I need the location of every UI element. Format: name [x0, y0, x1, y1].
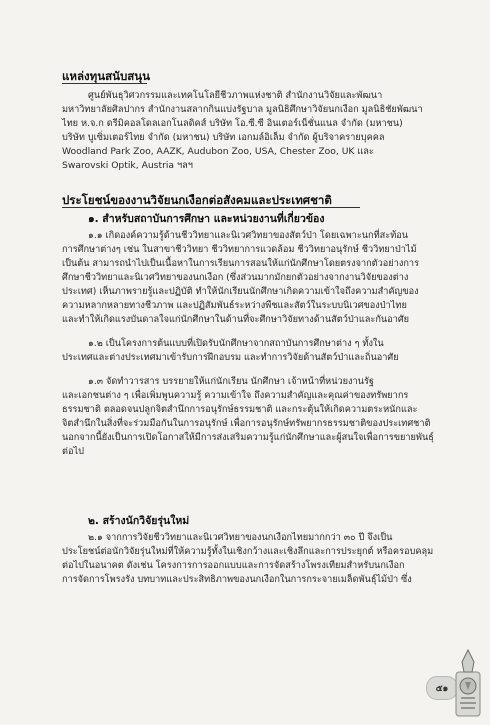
emblem-icon: [452, 648, 484, 718]
paragraph-line: ต่อไปในอนาคต ดังเช่น โครงการการออกแบบและการจัดสร้างโพรงเทียมสำหรับนกเงือก: [62, 560, 405, 571]
paragraph-line: ประเทศ) เห็นภาพรายรู้และปฏิบัติ ทำให้นักเรียนนักศึกษาเกิดความเข้าใจถึงความสำคัญของ: [62, 286, 419, 297]
paragraph-line: การจัดการโพรงรัง บทบาทและประสิทธิภาพของนกเงือกในการกระจายเมล็ดพันธุ์ไม้ป่า ซึ่ง: [62, 574, 412, 585]
paragraph-line: ความหลากหลายทางชีวภาพ และปฏิสัมพันธ์ระหว่างพืชและสัตว์ในระบบนิเวศของป่าไทย: [62, 300, 407, 311]
paragraph-line: ประโยชน์ต่อนักวิจัยรุ่นใหม่ที่ให้ความรู้ทั้งในเชิงกว้างและเชิงลึกและการประยุกต์ หรือครอบคลุม: [62, 546, 434, 557]
heading-underline: [62, 207, 360, 208]
paragraph-line: ต่อไป: [62, 446, 84, 457]
paragraph-line: ธรรมชาติ ตลอดจนปลูกจิตสำนึกการอนุรักษ์ธรรมชาติ และกระตุ้นให้เกิดความตระหนักและ: [62, 404, 418, 415]
paragraph-line: และทำให้เกิดแรงบันดาลใจแก่นักศึกษาในด้านที่จะศึกษาวิจัยทางด้านสัตว์ป่าและกันอาศัย: [62, 314, 410, 325]
paragraph-line: ๑.๒ เป็นโครงการต้นแบบที่เปิดรับนักศึกษาจากสถาบันการศึกษาต่าง ๆ ทั้งใน: [88, 338, 384, 349]
paragraph-line: นอกจากนี้ยังเป็นการเปิดโอกาสให้มีการส่งเสริมความรู้แก่นักศึกษาและผู้สนใจเพื่อการขยายพันธุ์: [62, 432, 434, 443]
subheading-new-researchers: ๒. สร้างนักวิจัยรุ่นใหม่: [88, 515, 190, 527]
funding-line: บริษัท บูเซิ่มเตอร์ไทย จำกัด (มหาชน) บริษัท เอกมล์อิเล็ม จำกัด ผู้บริจาครายบุคคล: [62, 132, 385, 143]
funding-line: มหาวิทยาลัยศิลปากร สำนักงานสลากกินแบ่งรัฐบาล มูลนิธิศึกษาวิจัยนกเงือก มูลนิธิชัยพัฒนา: [62, 104, 423, 115]
paragraph-line: ๑.๑ เกิดองค์ความรู้ด้านชีววิทยาและนิเวศวิทยาของสัตว์ป่า โดยเฉพาะนกที่สะท้อน: [88, 230, 409, 241]
paragraph-line: ๑.๓ จัดทำวารสาร บรรยายให้แก่นักเรียน นักศึกษา เจ้าหน้าที่หน่วยงานรัฐ: [88, 376, 374, 387]
paragraph-line: ๒.๑ จากการวิจัยชีววิทยาและนิเวศวิทยาของนกเงือกไทยมากกว่า ๓๐ ปี จึงเป็น: [88, 532, 393, 543]
subheading-institutions: ๑. สำหรับสถาบันการศึกษา และหน่วยงานที่เกี่ยวข้อง: [88, 213, 325, 225]
paragraph-line: และเอกชนต่าง ๆ เพื่อเพิ่มพูนความรู้ ความเข้าใจ ถึงความสำคัญและคุณค่าของทรัพยากร: [62, 390, 409, 401]
funding-line: ไทย ห.จ.ก ดรีมิคอลโดลเอกโนลดิคส์ บริษัท โอ.ซี.ซี อินเตอร์เน็ชั่นแนล จำกัด (มหาชน): [62, 118, 403, 129]
paragraph-line: การศึกษาต่างๆ เช่น ในสาขาชีววิทยา ชีววิทยาการแวดล้อม ชีววิทยาอนุรักษ์ ชีววิทยาป่าไม้: [62, 244, 417, 255]
paragraph-line: เป็นต้น สามารถนำไปเป็นเนื้อหาในการเรียนการสอนให้แก่นักศึกษาโดยตรงจากตัวอย่างการ: [62, 258, 420, 269]
section-heading-benefits: ประโยชน์ของงานวิจัยนกเงือกต่อสังคมและประเทศชาติ: [62, 193, 332, 207]
heading-underline: [62, 83, 147, 84]
funding-line: Woodland Park Zoo, AAZK, Audubon Zoo, USA, Chester Zoo, UK และ: [62, 146, 374, 157]
section-heading-funding: แหล่งทุนสนับสนุน: [62, 69, 151, 83]
paragraph-line: ประเทศและต่างประเทศมาเข้ารับการฝึกอบรม และทำการวิจัยด้านสัตว์ป่าและถิ่นอาศัย: [62, 352, 399, 363]
funding-line: Swarovski Optik, Austria ฯลฯ: [62, 160, 193, 171]
paragraph-line: จิตสำนึกในสิ่งที่จะร่วมมือกันในการอนุรักษ์ เพื่อการอนุรักษ์ทรัพยากรธรรมชาติของประเทศชาติ: [62, 418, 431, 429]
page-number: ๕๑: [435, 684, 449, 694]
funding-line: ศูนย์พันธุวิศวกรรมและเทคโนโลยีชีวภาพแห่งชาติ สำนักงานวิจัยและพัฒนา: [88, 90, 383, 101]
paragraph-line: ศึกษาชีววิทยาและนิเวศวิทยาของนกเงือก (ซึ่งส่วนมากมักยกตัวอย่างจากงานวิจัยของต่าง: [62, 272, 409, 283]
